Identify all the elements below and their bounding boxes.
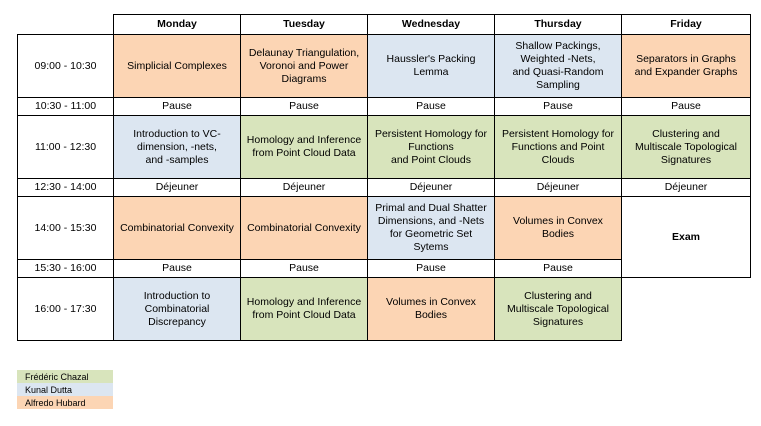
pause-cell: Pause <box>114 98 241 116</box>
pause-cell: Pause <box>368 260 495 278</box>
header-row <box>18 15 751 35</box>
pause-cell: Pause <box>241 260 368 278</box>
table-row <box>18 197 751 260</box>
session-cell: Persistent Homology for Functions and Point Clouds <box>495 116 622 179</box>
pause-cell: Pause <box>622 98 751 116</box>
exam-cell: Exam <box>622 197 751 278</box>
session-cell: Haussler's Packing Lemma <box>368 35 495 98</box>
session-cell: Clustering and Multiscale Topological Signatures <box>622 116 751 179</box>
session-cell: Clustering and Multiscale Topological Signatures <box>495 278 622 341</box>
session-cell: Separators in Graphs and Expander Graphs <box>622 35 751 98</box>
time-slot: 16:00 - 17:30 <box>18 278 114 341</box>
table-row <box>18 278 751 341</box>
session-cell: Introduction to Combinatorial Discrepancy <box>114 278 241 341</box>
day-header-wednesday: Wednesday <box>368 15 495 35</box>
pause-cell: Pause <box>495 260 622 278</box>
session-cell: Shallow Packings, Weighted -Nets, and Quasi-Random Sampling <box>495 35 622 98</box>
pause-cell: Pause <box>114 260 241 278</box>
session-cell: Introduction to VC- dimension, -nets, and -samples <box>114 116 241 179</box>
legend-item-hubard: Alfredo Hubard <box>17 396 113 409</box>
time-slot: 10:30 - 11:00 <box>18 98 114 116</box>
session-cell: Delaunay Triangulation, Voronoi and Power Diagrams <box>241 35 368 98</box>
legend-item-dutta: Kunal Dutta <box>17 383 113 396</box>
time-slot: 14:00 - 15:30 <box>18 197 114 260</box>
time-slot: 09:00 - 10:30 <box>18 35 114 98</box>
table-row <box>18 179 751 197</box>
time-slot: 11:00 - 12:30 <box>18 116 114 179</box>
empty-cell <box>622 278 751 341</box>
session-cell: Combinatorial Convexity <box>114 197 241 260</box>
corner-cell <box>18 15 114 35</box>
session-cell: Volumes in Convex Bodies <box>368 278 495 341</box>
lunch-cell: Déjeuner <box>241 179 368 197</box>
table-row <box>18 116 751 179</box>
table-row <box>18 35 751 98</box>
session-cell: Persistent Homology for Functions and Point Clouds <box>368 116 495 179</box>
session-cell: Volumes in Convex Bodies <box>495 197 622 260</box>
day-header-monday: Monday <box>114 15 241 35</box>
session-cell: Homology and Inference from Point Cloud Data <box>241 116 368 179</box>
session-cell: Primal and Dual Shatter Dimensions, and -Nets for Geometric Set Sytems <box>368 197 495 260</box>
lunch-cell: Déjeuner <box>622 179 751 197</box>
session-cell: Homology and Inference from Point Cloud Data <box>241 278 368 341</box>
day-header-thursday: Thursday <box>495 15 622 35</box>
lunch-cell: Déjeuner <box>114 179 241 197</box>
day-header-tuesday: Tuesday <box>241 15 368 35</box>
legend-item-chazal: Frédéric Chazal <box>17 370 113 383</box>
schedule-table <box>17 14 751 341</box>
pause-cell: Pause <box>495 98 622 116</box>
session-cell: Combinatorial Convexity <box>241 197 368 260</box>
lunch-cell: Déjeuner <box>368 179 495 197</box>
legend <box>17 370 113 409</box>
time-slot: 12:30 - 14:00 <box>18 179 114 197</box>
pause-cell: Pause <box>241 98 368 116</box>
table-row <box>18 98 751 116</box>
lunch-cell: Déjeuner <box>495 179 622 197</box>
time-slot: 15:30 - 16:00 <box>18 260 114 278</box>
session-cell: Simplicial Complexes <box>114 35 241 98</box>
day-header-friday: Friday <box>622 15 751 35</box>
pause-cell: Pause <box>368 98 495 116</box>
